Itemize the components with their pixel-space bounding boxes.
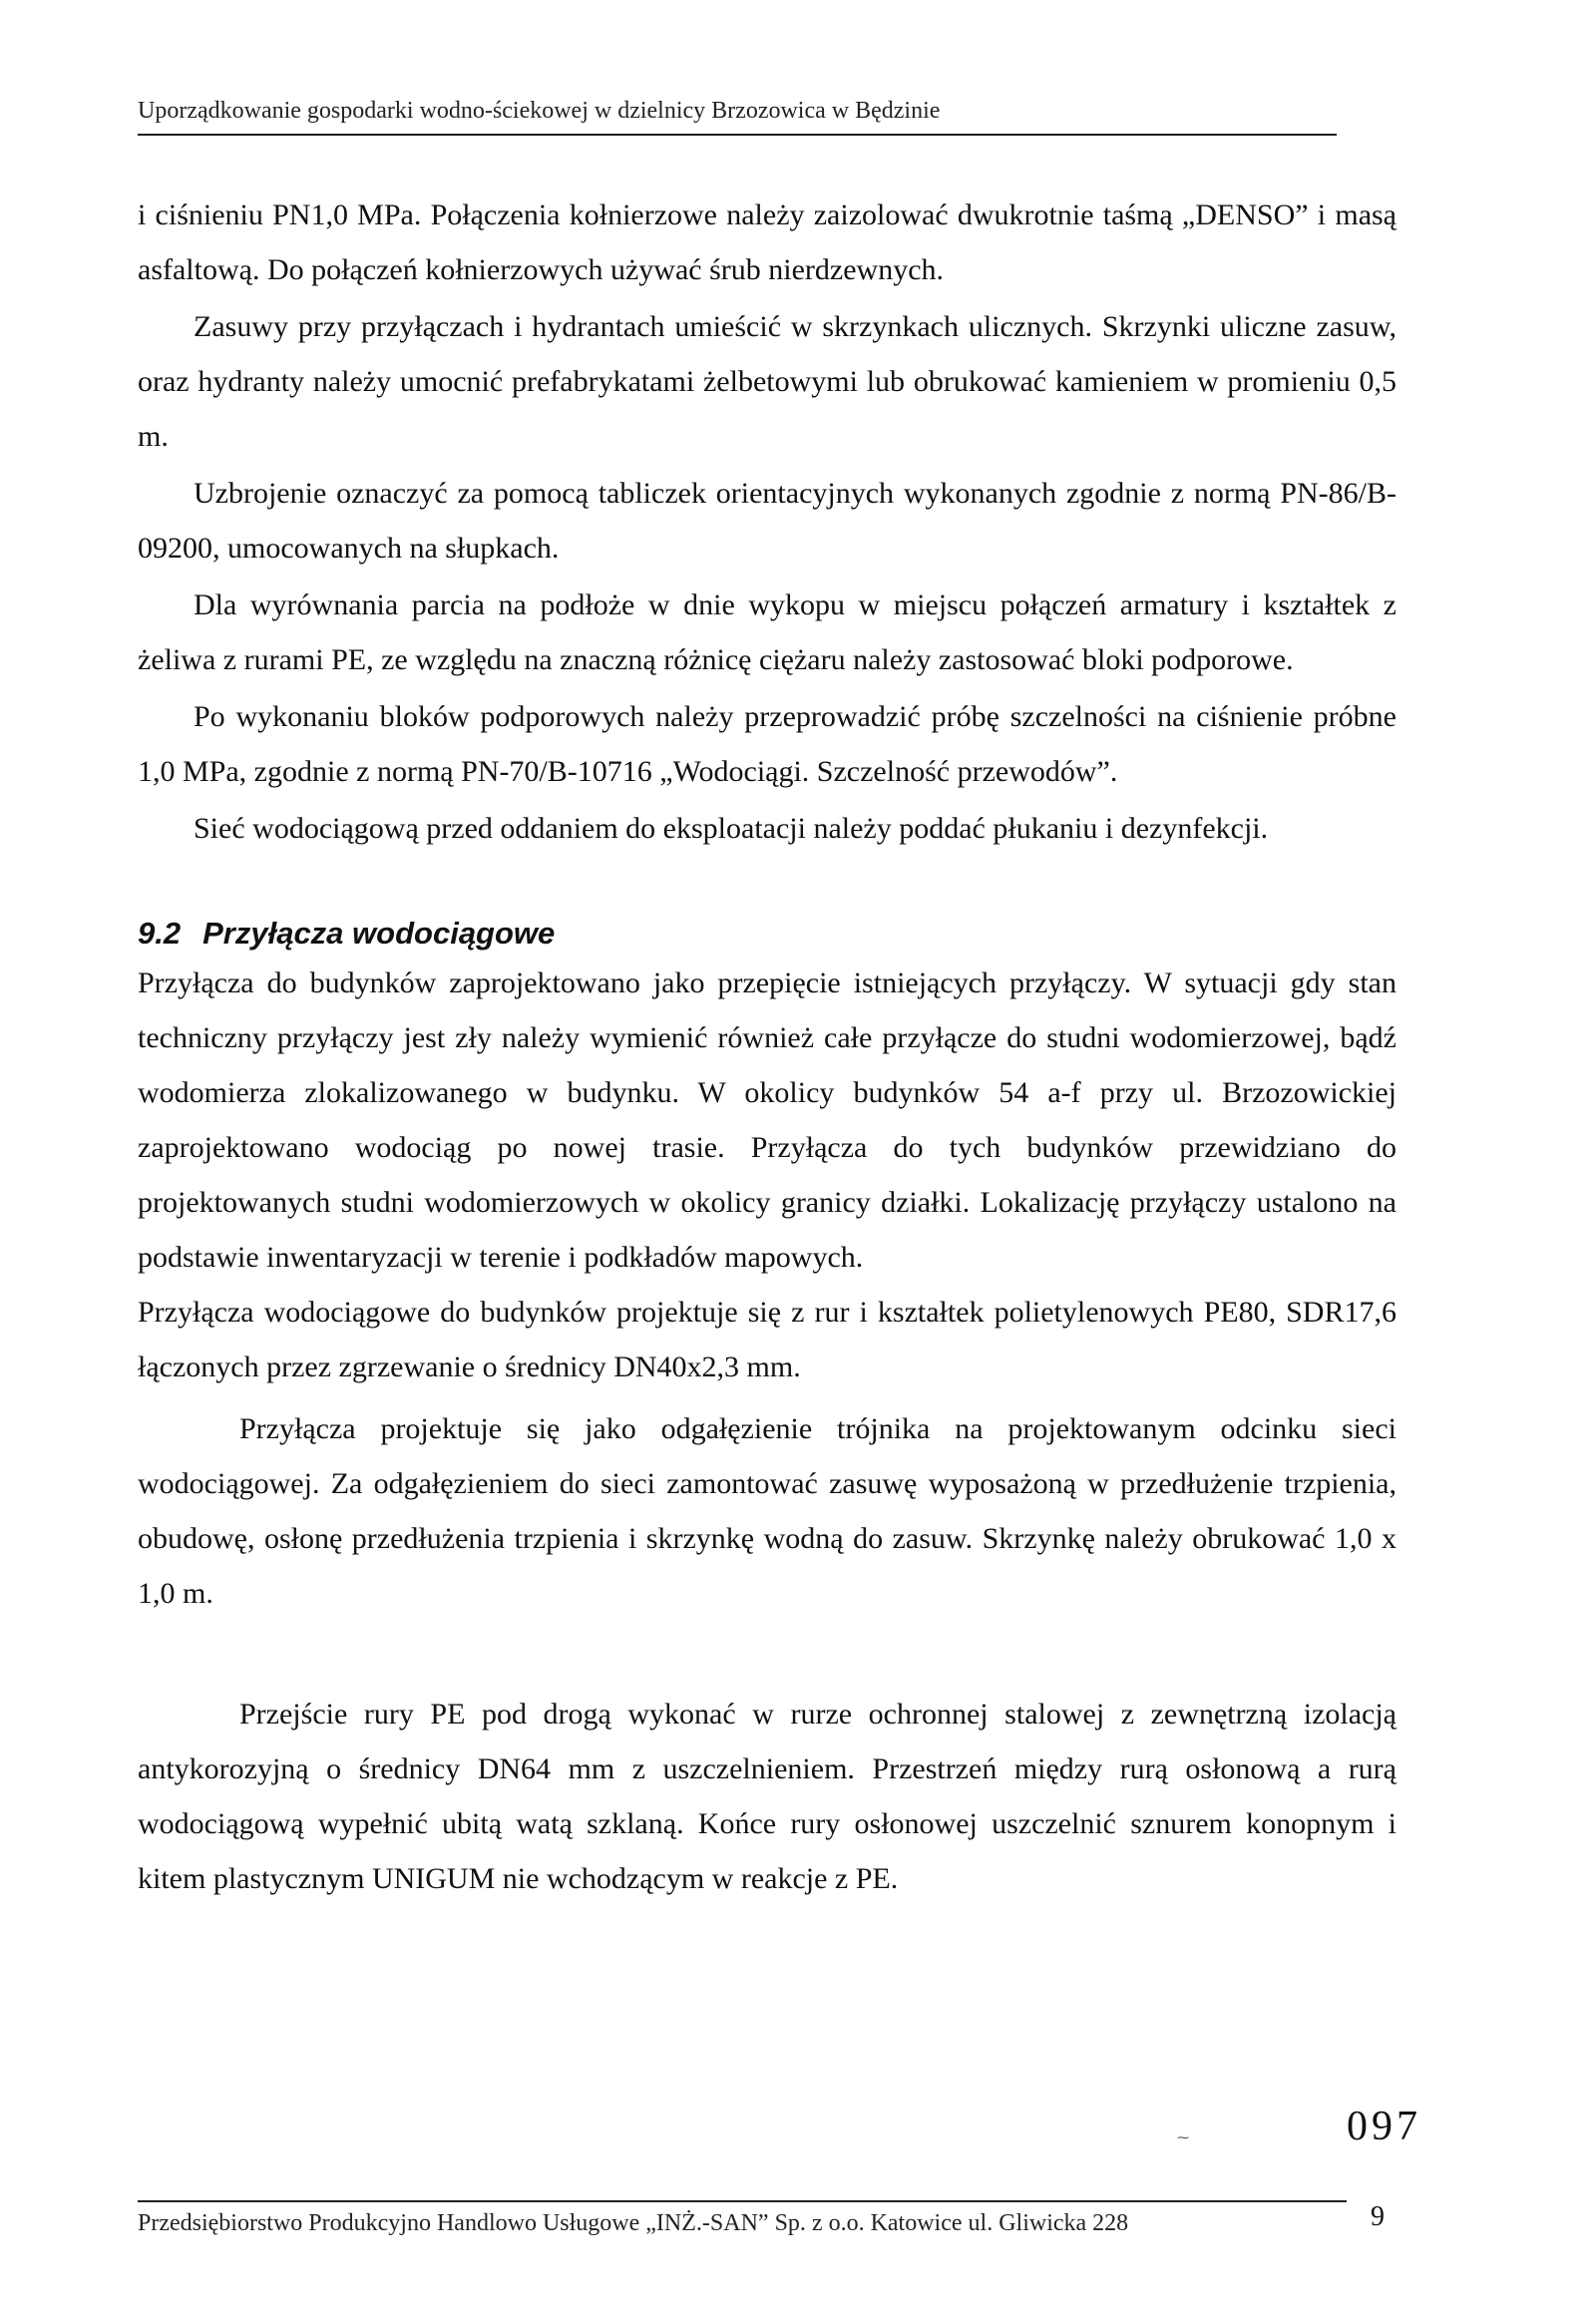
footer-rule [138, 2200, 1347, 2202]
paragraph: Zasuwy przy przyłączach i hydrantach umieścić w skrzynkach ulicznych. Skrzynki uliczne zasuw, oraz hydranty należy umocnić prefabrykatami żelbetowymi lub obrukować kamieniem w promieniu 0,5 m. [138, 310, 1396, 453]
page-stamp: 097 [1347, 2104, 1421, 2149]
paragraph: Uzbrojenie oznaczyć za pomocą tabliczek orientacyjnych wykonanych zgodnie z normą PN-86/B-09200, umocowanych na słupkach. [138, 477, 1396, 565]
paragraph: Dla wyrównania parcia na podłoże w dnie wykopu w miejscu połączeń armatury i kształtek z żeliwa z rurami PE, ze względu na znaczną różnicę ciężaru należy zastosować bloki podporowe. [138, 588, 1396, 676]
footer-company: Przedsiębiorstwo Produkcyjno Handlowo Usługowe „INŻ.-SAN” Sp. z o.o. Katowice ul. Gliwicka 228 [138, 2210, 1129, 2236]
scan-mark: ⁓ [1177, 2130, 1189, 2144]
running-header: Uporządkowanie gospodarki wodno-ściekowej w dzielnicy Brzozowica w Będzinie [138, 98, 941, 124]
paragraph: i ciśnieniu PN1,0 MPa. Połączenia kołnierzowe należy zaizolować dwukrotnie taśmą „DENSO” i masą asfaltową. Do połączeń kołnierzowych używać śrub nierdzewnych. [138, 198, 1396, 286]
paragraph: Przyłącza do budynków zaprojektowano jako przepięcie istniejących przyłączy. W sytuacji gdy stan techniczny przyłączy jest zły należy wymienić również całe przyłącze do studni wodomierzowej, bądź wodomierza zlokalizowanego w budynku. W okolicy budynków 54 a-f przy ul. Brzozowickiej zaprojektowano wodociąg po nowej trasie. Przyłącza do tych budynków przewidziano do projektowanych studni wodomierzowych w okolicy granicy działki. Lokalizację przyłączy ustalono na podstawie inwentaryzacji w terenie i podkładów mapowych. [138, 966, 1396, 1274]
paragraph: Przejście rury PE pod drogą wykonać w rurze ochronnej stalowej z zewnętrzną izolacją antykorozyjną o średnicy DN64 mm z uszczelnieniem. Przestrzeń między rurą osłonową a rurą wodociągową wypełnić ubitą watą szklaną. Końce rury osłonowej uszczelnić sznurem konopnym i kitem plastycznym UNIGUM nie wchodzącym w reakcje z PE. [138, 1698, 1396, 1895]
paragraph: Po wykonaniu bloków podporowych należy przeprowadzić próbę szczelności na ciśnienie próbne 1,0 MPa, zgodnie z normą PN-70/B-10716 „Wodociągi. Szczelność przewodów”. [138, 700, 1396, 788]
header-rule [138, 134, 1337, 136]
document-body [138, 188, 1396, 1906]
paragraph: Sieć wodociągową przed oddaniem do eksploatacji należy poddać płukaniu i dezynfekcji. [194, 812, 1269, 845]
section-number: 9.2 [138, 916, 182, 951]
section-heading [138, 914, 1396, 954]
page-number: 9 [1371, 2201, 1385, 2232]
paragraph: Przyłącza wodociągowe do budynków projektuje się z rur i kształtek polietylenowych PE80, SDR17,6 łączonych przez zgrzewanie o średnicy DN40x2,3 mm. [138, 1296, 1396, 1383]
section-title: Przyłącza wodociągowe [202, 916, 556, 951]
paragraph: Przyłącza projektuje się jako odgałęzienie trójnika na projektowanym odcinku sieci wodociągowej. Za odgałęzieniem do sieci zamontować zasuwę wyposażoną w przedłużenie trzpienia, obudowę, osłonę przedłużenia trzpienia i skrzynkę wodną do zasuw. Skrzynkę należy obrukować 1,0 x 1,0 m. [138, 1412, 1396, 1610]
